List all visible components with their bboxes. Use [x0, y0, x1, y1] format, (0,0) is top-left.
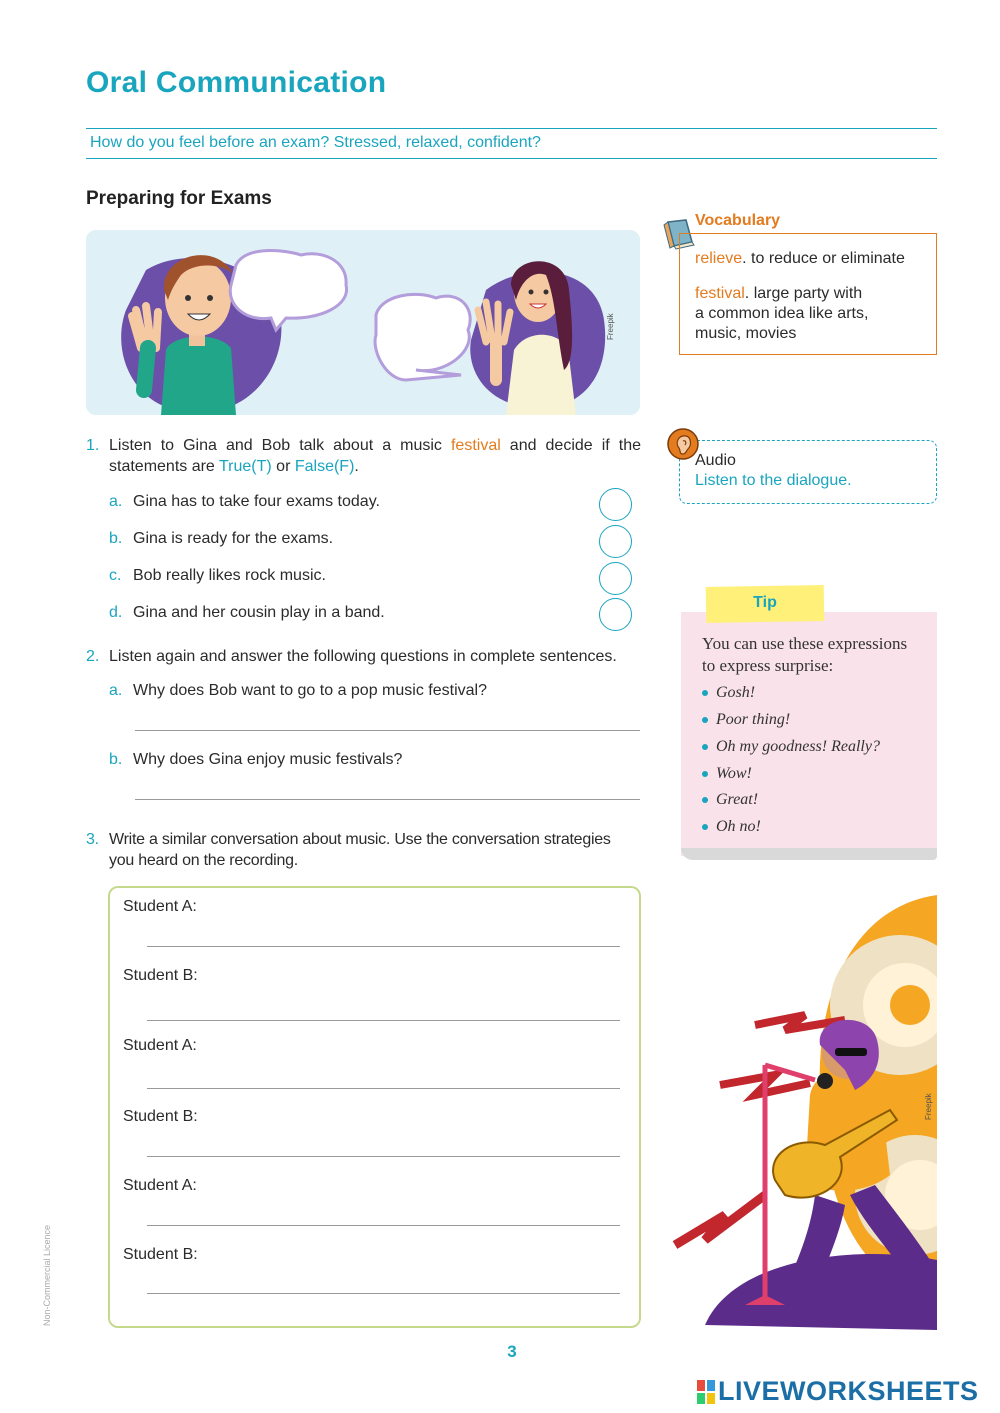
bullet-icon — [702, 824, 708, 830]
liveworksheets-logo-icon — [697, 1380, 715, 1404]
question-number: 1. — [86, 437, 100, 454]
tip-label: Tip — [753, 594, 777, 611]
question-text: or — [271, 458, 295, 475]
section-title: Preparing for Exams — [86, 188, 272, 209]
bullet-icon — [702, 744, 708, 750]
vocabulary-entry — [695, 249, 905, 269]
item-letter: d. — [109, 604, 123, 621]
item-letter: a. — [109, 493, 123, 510]
answer-circle[interactable] — [599, 488, 632, 521]
question-text: statements are — [109, 458, 219, 475]
question-3 — [86, 829, 646, 871]
tip-expression — [702, 765, 752, 783]
tip-expression-text: Oh no! — [716, 818, 761, 835]
vocab-definition: . to reduce or eliminate — [742, 250, 905, 267]
conversation-line[interactable] — [147, 1088, 620, 1089]
tip-expression — [702, 711, 790, 729]
question-text: you heard on the recording. — [109, 852, 298, 869]
question-text: Listen to Gina and Bob talk about a music — [109, 437, 451, 454]
item-text: Gina has to take four exams today. — [133, 493, 380, 510]
bullet-icon — [702, 771, 708, 777]
tip-intro-line: to express surprise: — [702, 656, 834, 675]
item-text: Bob really likes rock music. — [133, 567, 326, 584]
question-text: Write a similar conversation about music. Use the conversation strategies — [109, 831, 611, 848]
item-letter: a. — [109, 682, 123, 699]
bullet-icon — [702, 797, 708, 803]
tip-expression — [702, 791, 758, 809]
tip-expression-text: Gosh! — [716, 684, 756, 701]
tip-expression — [702, 684, 755, 702]
tip-expression-text: Great! — [716, 791, 759, 808]
answer-circle[interactable] — [599, 562, 632, 595]
illustration-credit: Freepik — [606, 313, 615, 340]
question-text: and decide if the — [500, 437, 642, 454]
item-text: Why does Gina enjoy music festivals? — [133, 751, 403, 768]
item-letter: b. — [109, 530, 123, 547]
question-number: 3. — [86, 831, 99, 848]
statement-item — [109, 491, 380, 512]
vocab-word: relieve — [695, 250, 743, 267]
answer-line[interactable] — [135, 730, 640, 731]
rock-musician-illustration — [665, 895, 937, 1330]
tip-expression-text: Oh my goodness! Really? — [716, 738, 880, 755]
dialogue-illustration — [86, 230, 640, 415]
tip-expression — [702, 738, 880, 756]
item-text: Gina is ready for the exams. — [133, 530, 334, 547]
item-text: Why does Bob want to go to a pop music festival? — [133, 682, 487, 699]
question-item — [109, 749, 402, 770]
answer-line[interactable] — [135, 799, 640, 800]
warmup-prompt: How do you feel before an exam? Stressed, relaxed, confident? — [90, 134, 541, 151]
tip-intro-line: You can use these expressions — [702, 634, 908, 653]
audio-instruction-link[interactable]: Listen to the dialogue. — [695, 472, 852, 489]
tip-note-curl — [681, 848, 937, 860]
vocabulary-title: Vocabulary — [695, 212, 781, 229]
conversation-line[interactable] — [147, 1293, 620, 1294]
question-text: . — [354, 458, 359, 475]
bullet-icon — [702, 717, 708, 723]
statement-item — [109, 602, 385, 623]
vocab-word: festival — [695, 285, 745, 302]
conversation-line[interactable] — [147, 946, 620, 947]
brand-name[interactable]: LIVEWORKSHEETS — [718, 1376, 979, 1406]
bullet-icon — [702, 690, 708, 696]
student-label: Student A: — [123, 898, 197, 915]
vocab-definition: . large party with — [744, 285, 863, 302]
highlight-word: festival — [450, 437, 501, 454]
student-label: Student B: — [123, 967, 198, 984]
student-label: Student B: — [123, 1108, 198, 1125]
conversation-line[interactable] — [147, 1020, 620, 1021]
statement-item — [109, 565, 326, 586]
prompt-top-rule — [86, 128, 937, 129]
tip-expression — [702, 818, 761, 836]
item-letter: b. — [109, 751, 123, 768]
statement-item — [109, 528, 333, 549]
question-number: 2. — [86, 648, 100, 665]
prompt-bottom-rule — [86, 158, 937, 159]
tip-intro — [702, 633, 927, 677]
question-2 — [86, 646, 646, 667]
question-1 — [86, 435, 641, 477]
question-item — [109, 680, 487, 701]
illustration-credit: Freepik — [924, 1093, 933, 1120]
item-letter: c. — [109, 567, 122, 584]
question-text: Listen again and answer the following questions in complete sentences. — [109, 648, 617, 665]
conversation-line[interactable] — [147, 1156, 620, 1157]
tip-expression-text: Wow! — [716, 765, 752, 782]
tip-expression-text: Poor thing! — [716, 711, 791, 728]
conversation-line[interactable] — [147, 1225, 620, 1226]
page-number: 3 — [507, 1342, 517, 1361]
vocab-definition: music, movies — [695, 325, 797, 342]
answer-circle[interactable] — [599, 598, 632, 631]
page-title: Oral Communication — [86, 66, 387, 99]
student-label: Student B: — [123, 1246, 198, 1263]
student-label: Student A: — [123, 1037, 197, 1054]
bob-and-gina-illustration — [86, 230, 640, 415]
vocabulary-entry — [695, 284, 868, 344]
false-label: False(F) — [294, 458, 355, 475]
answer-circle[interactable] — [599, 525, 632, 558]
audio-label: Audio — [695, 452, 736, 469]
item-text: Gina and her cousin play in a band. — [133, 604, 385, 621]
licence-text: Non-Commercial Licence — [42, 1224, 52, 1326]
student-label: Student A: — [123, 1177, 197, 1194]
true-label: True(T) — [218, 458, 272, 475]
vocab-definition: a common idea like arts, — [695, 305, 869, 322]
